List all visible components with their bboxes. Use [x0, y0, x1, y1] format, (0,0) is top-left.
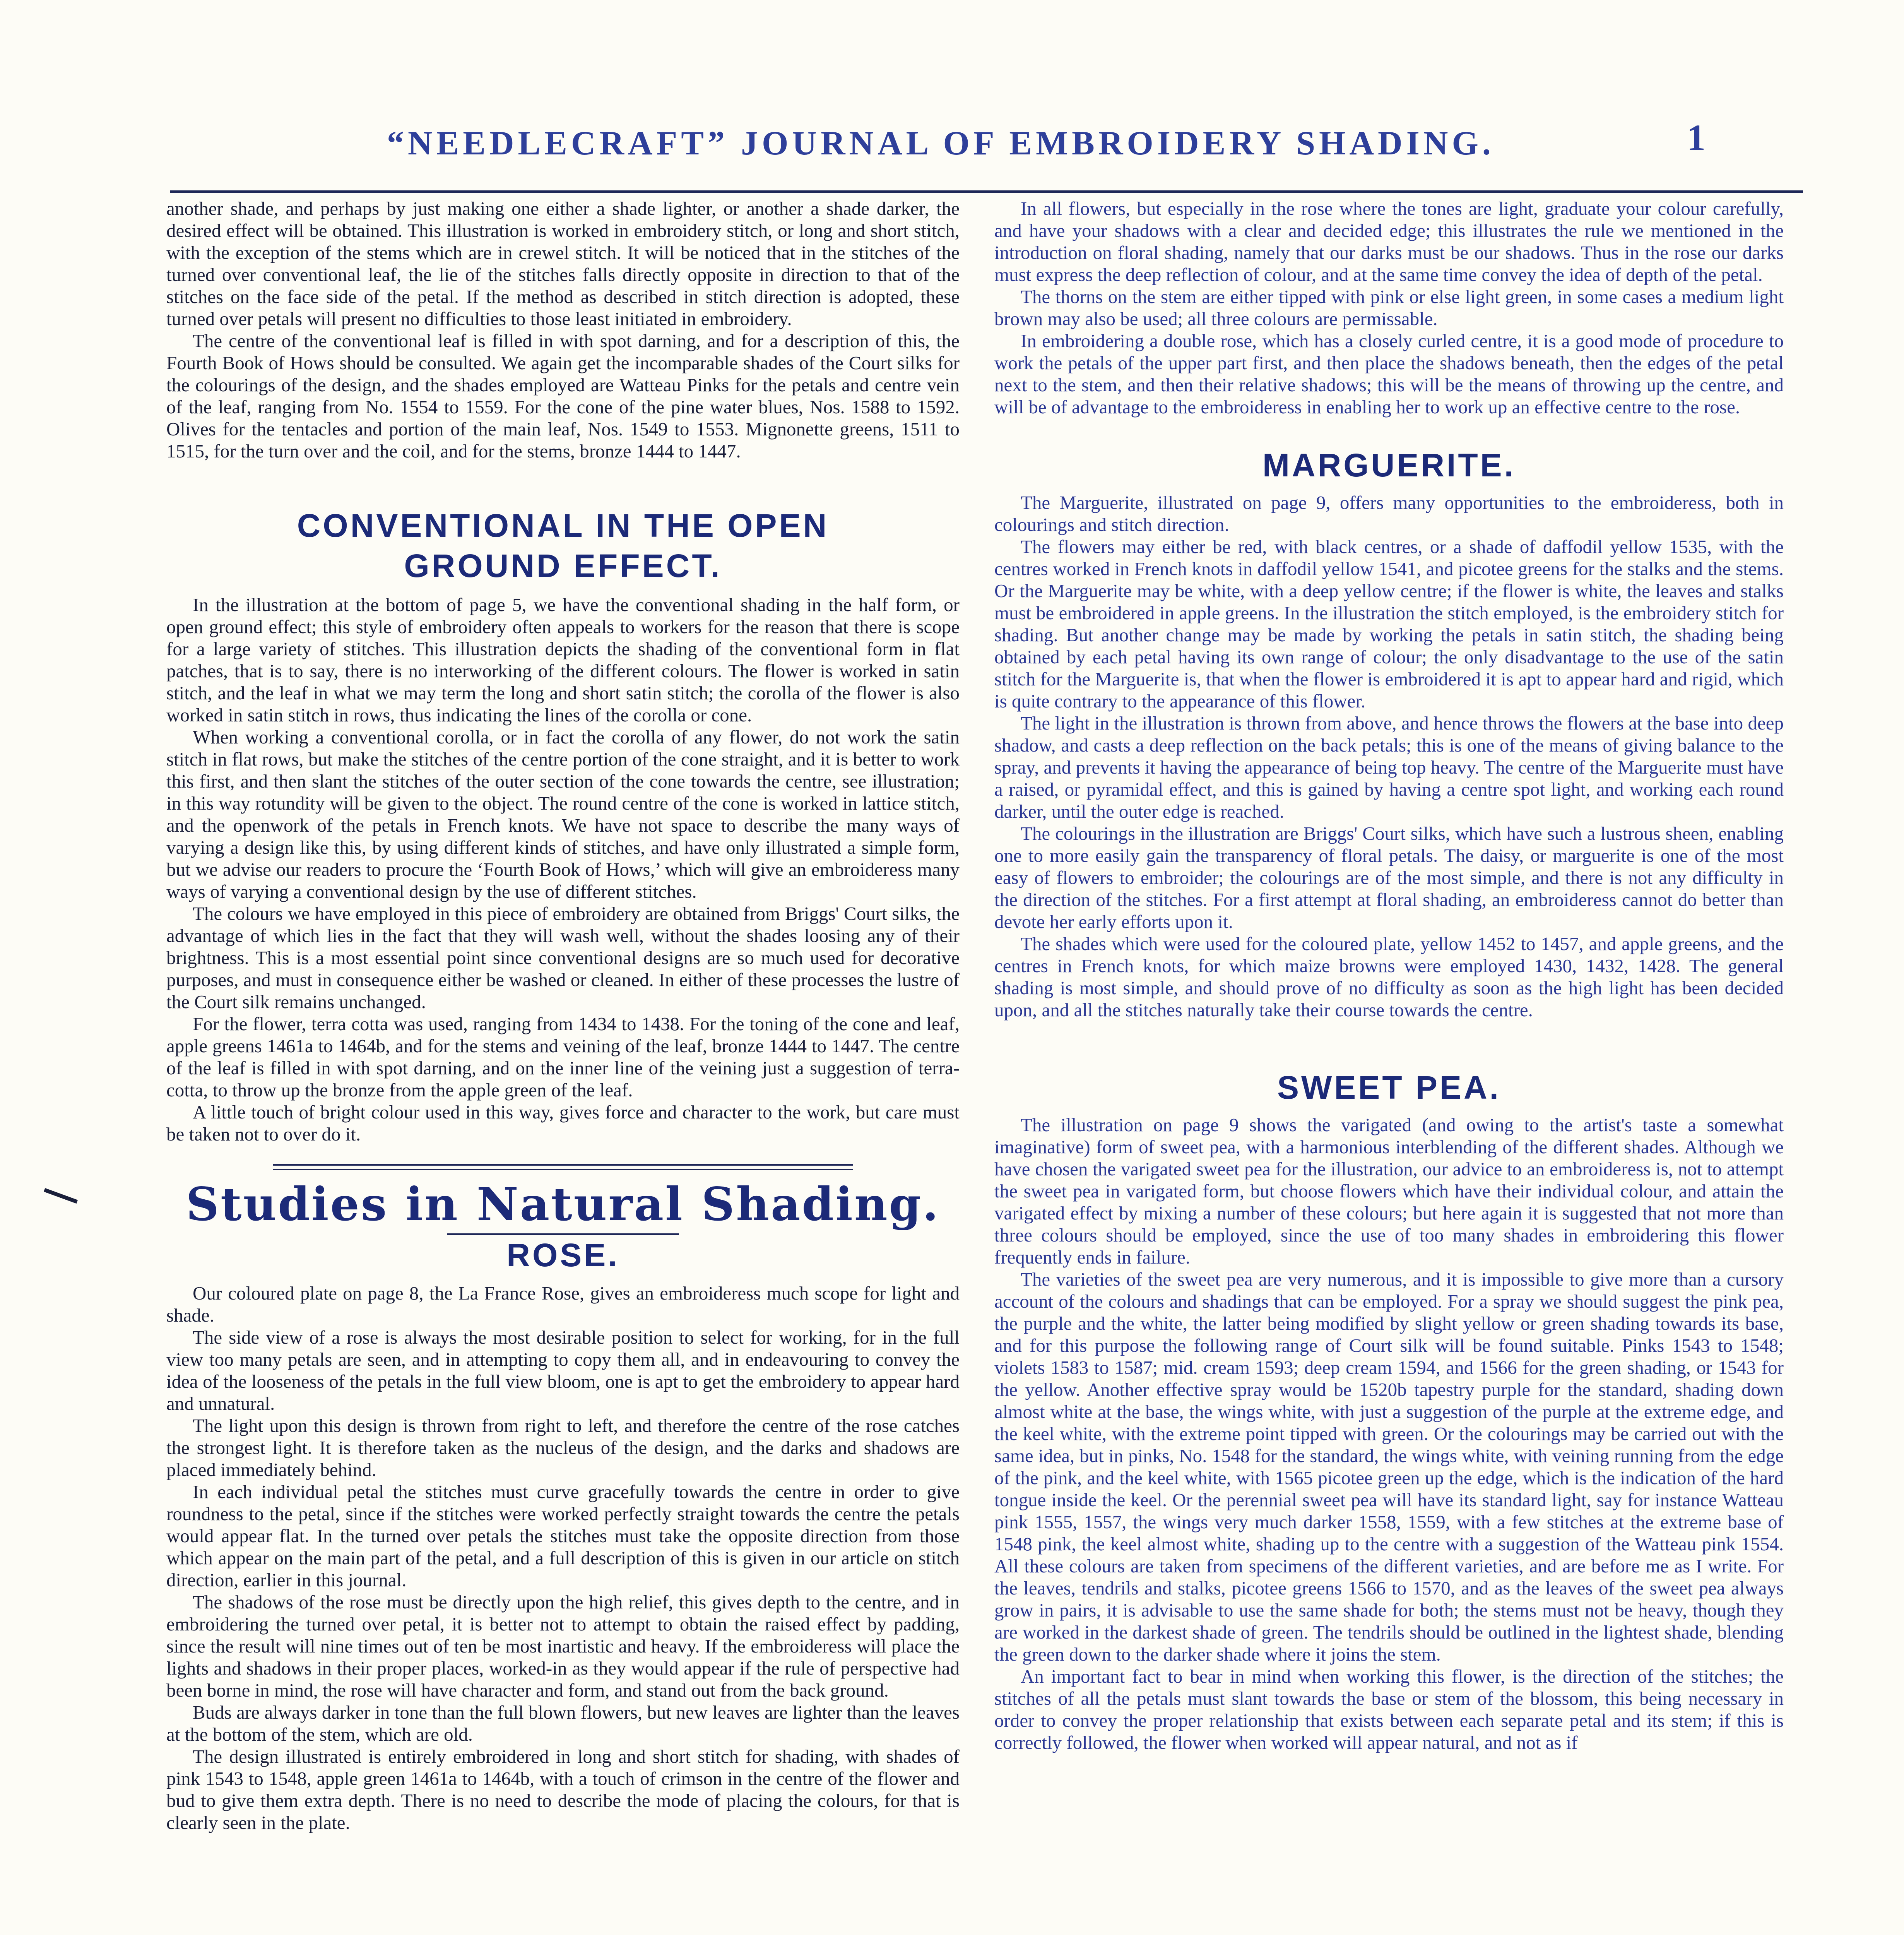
section-divider — [273, 1164, 853, 1170]
paragraph: The light upon this design is thrown from right to left, and therefore the centre of the rose catches the strongest light. It is therefore taken as the nucleus of the design, and the darks and shadows are placed immediately behind. — [166, 1415, 960, 1480]
paragraph: The colourings in the illustration are Briggs' Court silks, which have such a lustrous sheen, enabling one to more easily gain the transparency of floral petals. The daisy, or marguerite is one of the most easy of flowers to embroider; the colourings are of the most simple, and there is not any difficulty in the direction of the stitches. For a first attempt at floral shading, an embroideress cannot do better than devote her early efforts upon it. — [994, 823, 1784, 932]
paragraph: In each individual petal the stitches must curve gracefully towards the centre in order to give roundness to the petal, since if the stitches were worked perfectly straight towards the centre the petals would appear flat. In the turned over petals the stitches must take the opposite direction from those which appear on the main part of the petal, and a full description of this is given in our article on stitch direction, earlier in this journal. — [166, 1481, 960, 1591]
paragraph: In the illustration at the bottom of page 5, we have the conventional shading in the half form, or open ground effect; this style of embroidery often appeals to workers for the reason that there is scope for a large variety of stitches. This illustration depicts the shading of the conventional form in flat patches, that is to say, there is no interworking of the different colours. The flower is worked in satin stitch, and the leaf in what we may term the long and short satin stitch; the corolla of the flower is also worked in satin stitch in rows, thus indicating the lines of the corolla or cone. — [166, 594, 960, 726]
header-rule — [170, 190, 1803, 193]
paragraph: The centre of the conventional leaf is filled in with spot darning, and for a description of this, the Fourth Book of Hows should be consulted. We again get the incomparable shades of the Court silks for the colourings of the design, and the shades employed are Watteau Pinks for the petals and centre vein of the leaf, ranging from No. 1554 to 1559. For the cone of the pine water blues, Nos. 1588 to 1592. Olives for the tentacles and portion of the main leaf, Nos. 1549 to 1553. Mignonette greens, 1511 to 1515, for the turn over and the coil, and for the stems, bronze 1444 to 1447. — [166, 330, 960, 462]
section-heading-conventional — [166, 505, 960, 586]
paragraph: The varieties of the sweet pea are very numerous, and it is impossible to give more than a cursory account of the colours and shadings that can be employed. For a spray we should suggest the pink pea, the purple and the white, the latter being modified by slight yellow or green shading towards its base, and for this purpose the following range of Court silk will be found suitable. Pinks 1543 to 1548; violets 1583 to 1587; mid. cream 1593; deep cream 1594, and 1566 for the green shading, or 1543 for the yellow. Another effective spray would be 1520b tapestry purple for the standard, shading down almost white at the base, the wings white, with just a suggestion of the purple at the extreme edge, and the keel white, with the extreme point tipped with green. Or the colourings may be carried out with the same idea, but in pinks, No. 1548 for the standard, the wings white, with veining running from the edge of the pink, and the keel white, with 1565 picotee green up the edge, which is the indication of the hard tongue inside the keel. Or the perennial sweet pea will have its standard light, say for instance Watteau pink 1555, 1557, the wings very much darker 1558, 1559, with a few stitches at the extreme base of 1548 pink, the keel almost white, shading up to the centre with a suggestion of the Watteau pink 1554. All these colours are taken from specimens of the different varieties, and are before me as I write. For the leaves, tendrils and stalks, picotee greens 1566 to 1570, and as the leaves of the sweet pea always grow in pairs, it is advisable to use the same shade for both; the stems must not be heavy, though they are worked in the darkest shade of green. The tendrils should be outlined in the lightest shade, blending the green down to the darker shade where it joins the stem. — [994, 1269, 1784, 1665]
studies-heading: Studies in Natural Shading. — [186, 1177, 940, 1231]
paragraph: The thorns on the stem are either tipped with pink or else light green, in some cases a medium light brown may also be used; all three colours are permissable. — [994, 286, 1784, 329]
paragraph: Buds are always darker in tone than the full blown flowers, but new leaves are lighter than the leaves at the bottom of the stem, which are old. — [166, 1702, 960, 1745]
paragraph: An important fact to bear in mind when working this flower, is the direction of the stitches; the stitches of all the petals must slant towards the base or stem of the blossom, this being necessary in order to convey the proper relationship that exists between each separate petal and its stem; if this is correctly followed, the flower when worked will appear natural, and not as if — [994, 1666, 1784, 1753]
paragraph: The colours we have employed in this piece of embroidery are obtained from Briggs' Court silks, the advantage of which lies in the fact that they will wash well, without the shades loosing any of their brightness. This is a most essential point since conventional designs are so much used for decorative purposes, and must in consequence either be washed or cleaned. In either of these processes the lustre of the Court silk remains unchanged. — [166, 903, 960, 1012]
journal-header-title: “NEEDLECRAFT” JOURNAL OF EMBROIDERY SHADING. — [387, 125, 1495, 162]
paragraph: The shadows of the rose must be directly upon the high relief, this gives depth to the centre, and in embroidering the turned over petal, it is better not to attempt to obtain the raised effect by padding, since the result will nine times out of ten be most inartistic and heavy. If the embroideress will place the lights and shadows in their proper places, worked-in as they would appear if the rule of perspective had been borne in mind, the rose will have character and form, and stand out from the back ground. — [166, 1591, 960, 1701]
paragraph: In embroidering a double rose, which has a closely curled centre, it is a good mode of procedure to work the petals of the upper part first, and then place the shadows beneath, then the edges of the petal next to the stem, and then their relative shadows; this will be the means of throwing up the centre, and will be of advantage to the embroideress in enabling her to work up an effective centre to the rose. — [994, 330, 1784, 418]
paragraph: When working a conventional corolla, or in fact the corolla of any flower, do not work the satin stitch in flat rows, but make the stitches of the centre portion of the cone straight, and it is better to work this first, and then slant the stitches of the outer section of the cone towards the centre, see illustration; in this way rotundity will be given to the object. The round centre of the cone is worked in lattice stitch, and the openwork of the petals in French knots. We have not space to describe the many ways of varying a design like this, by using different kinds of stitches, and have only illustrated a simple form, but we advise our readers to procure the ‘Fourth Book of Hows,’ which will give an embroideress many ways of varying a conventional design by the use of different stitches. — [166, 726, 960, 902]
section-heading-sweet-pea: SWEET PEA. — [1277, 1069, 1501, 1106]
paragraph: Our coloured plate on page 8, the La France Rose, gives an embroideress much scope for light and shade. — [166, 1283, 960, 1326]
left-column — [166, 197, 960, 1834]
paragraph: In all flowers, but especially in the rose where the tones are light, graduate your colour carefully, and have your shadows with a clear and decided edge; this illustrates the rule we mentioned in the introduction on floral shading, namely that our darks must be our shadows. Thus in the rose our darks must express the deep reflection of colour, and at the same time convey the idea of depth of the petal. — [994, 198, 1784, 285]
paragraph: The illustration on page 9 shows the varigated (and owing to the artist's taste a somewhat imaginative) form of sweet pea, with a harmonious interblending of the different shades. Although we have chosen the varigated sweet pea for the illustration, our advice to an embroideress is, not to attempt the sweet pea in varigated form, but choose flowers which have their individual colour, and attain the varigated effect by mixing a number of these colours; but here again it is suggested that not more than three colours should be employed, since the use of too many shades in embroidering this flower frequently ends in failure. — [994, 1114, 1784, 1268]
paragraph: The shades which were used for the coloured plate, yellow 1452 to 1457, and apple greens, and the centres in French knots, for which maize browns were employed 1430, 1432, 1428. The general shading is most simple, and should prove of no difficulty as soon as the high light has been decided upon, and all the stitches naturally take their course towards the centre. — [994, 933, 1784, 1021]
paragraph: For the flower, terra cotta was used, ranging from 1434 to 1438. For the toning of the cone and leaf, apple greens 1461a to 1464b, and for the stems and veining of the leaf, bronze 1444 to 1447. The centre of the leaf is filled in with spot darning, and on the inner line of the veining just a suggestion of terra-cotta, to throw up the bronze from the apple green of the leaf. — [166, 1013, 960, 1101]
paragraph: A little touch of bright colour used in this way, gives force and character to the work, but care must be taken not to over do it. — [166, 1101, 960, 1145]
paragraph: The light in the illustration is thrown from above, and hence throws the flowers at the base into deep shadow, and casts a deep reflection on the back petals; this is one of the means of giving balance to the spray, and prevents it having the appearance of being top heavy. The centre of the Marguerite must have a raised, or pyramidal effect, and this is gained by having a centre spot light, and working each round darker, until the outer edge is reached. — [994, 712, 1784, 822]
paragraph: The design illustrated is entirely embroidered in long and short stitch for shading, with shades of pink 1543 to 1548, apple green 1461a to 1464b, with a touch of crimson in the centre of the flower and bud to give them extra depth. There is no need to describe the mode of placing the colours, for that is clearly seen in the plate. — [166, 1746, 960, 1833]
paragraph: another shade, and perhaps by just making one either a shade lighter, or another a shade darker, the desired effect will be obtained. This illustration is worked in embroidery stitch, or long and short stitch, with the exception of the stems which are in crewel stitch. It will be noticed that in the stitches of the turned over conventional leaf, the lie of the stitches falls directly opposite in direction to that of the stitches on the face side of the petal. If the method as described in stitch direction is adopted, these turned over petals will present no difficulties to those least initiated in embroidery. — [166, 198, 960, 329]
right-column — [994, 197, 1784, 1753]
paragraph: The side view of a rose is always the most desirable position to select for working, for in the full view too many petals are seen, and in attempting to copy them all, and in endeavouring to convey the idea of the looseness of the petals in the full view bloom, one is apt to get the embroidery to appear hard and unnatural. — [166, 1327, 960, 1414]
section-heading-rose: ROSE. — [506, 1237, 619, 1273]
margin-mark — [44, 1188, 78, 1204]
paragraph: The Marguerite, illustrated on page 9, offers many opportunities to the embroideress, both in colourings and stitch direction. — [994, 492, 1784, 535]
paragraph: The flowers may either be red, with black centres, or a shade of daffodil yellow 1535, with the centres worked in French knots in daffodil yellow 1541, and picotee greens for the stalks and the stems. Or the Marguerite may be white, with a deep yellow centre; if the flower is white, the leaves and stalks must be embroidered in apple greens. In the illustration the stitch employed, is the embroidery stitch for shading. But another change may be made by working the petals in satin stitch, the shading being obtained by each petal having its own range of colour; the only disadvantage to the use of the satin stitch for the Marguerite is, that when the flower is embroidered it is apt to appear hard and rigid, which is quite contrary to the appearance of this flower. — [994, 536, 1784, 712]
section-heading-marguerite: MARGUERITE. — [1262, 447, 1516, 483]
page-number: 1 — [1687, 117, 1706, 158]
heading-line: GROUND EFFECT. — [404, 548, 722, 584]
heading-line: CONVENTIONAL IN THE OPEN — [297, 507, 829, 544]
